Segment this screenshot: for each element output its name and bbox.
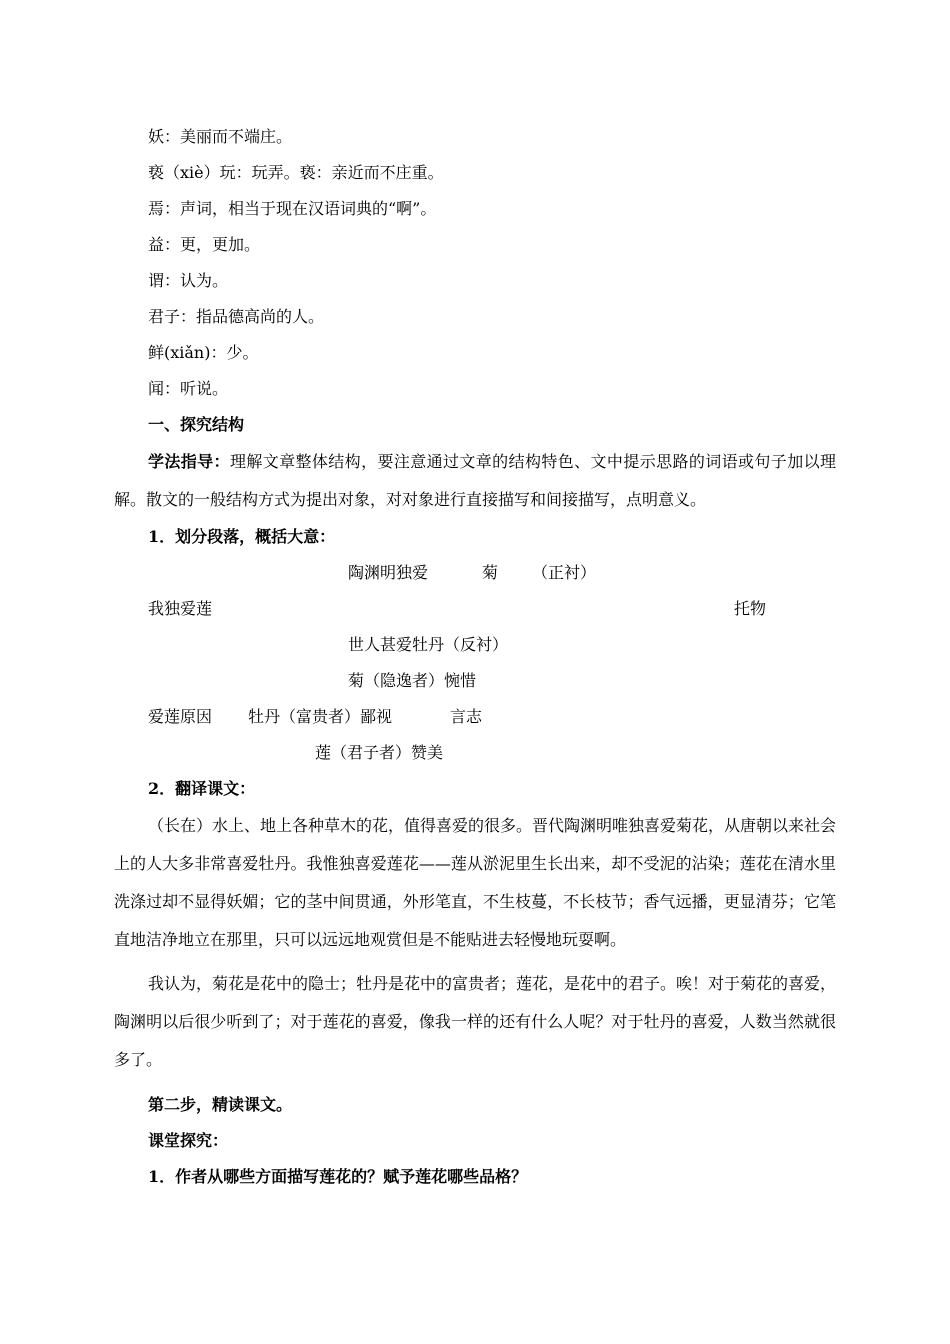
diagram-ai-lian-yuanyin: 爱莲原因 [148,707,213,726]
glossary-xian: 鲜(xiǎn)：少。 [148,343,259,362]
glossary-yao: 妖：美丽而不端庄。 [148,127,293,146]
method-text: 理解文章整体结构，要注意通过文章的结构特色、文中提示思路的词语或句子加以理解。散文的一般结构方式为提出对象，对对象进行直接描写和间接描写，点明意义。 [114,452,836,509]
glossary-yi: 益：更，更加。 [148,235,261,254]
question-divide-paragraphs: 1．划分段落，概括大意： [148,527,336,546]
translation-paragraph-2: 我认为，菊花是花中的隐士；牡丹是花中的富贵者；莲花，是花中的君子。唉！对于菊花的喜爱，陶渊明以后很少听到了；对于莲花的喜爱，像我一样的还有什么人呢？对于牡丹的喜爱，人数当然就很多了。 [114,974,837,1069]
question-translate: 2．翻译课文： [148,779,256,798]
diagram-tao-yuanming: 陶渊明独爱 [348,563,429,582]
method-guidance [114,443,836,519]
diagram-ju-yinyi: 菊（隐逸者）惋惜 [348,671,477,690]
diagram-zhengchen: （正衬） [532,563,597,582]
classroom-inquiry-label: 课堂探究： [148,1131,229,1150]
section-heading-close-reading: 第二步，精读课文。 [148,1095,293,1114]
diagram-lian-junzi: 莲（君子者）赞美 [315,743,444,762]
diagram-ju: 菊 [482,563,499,582]
diagram-tuowu: 托物 [734,599,767,618]
glossary-xiewan: 亵（xiè）玩：玩弄。亵：亲近而不庄重。 [148,163,444,182]
translation-paragraph-1: （长在）水上、地上各种草木的花，值得喜爱的很多。晋代陶渊明唯独喜爱菊花，从唐朝以来社会上的人大多非常喜爱牡丹。我惟独喜爱莲花——莲从淤泥里生长出来，却不受泥的沾染；莲花在清水里洗涤过却不显得妖媚；它的茎中间贯通，外形笔直，不生枝蔓，不长枝节；香气远播，更显清芬；它笔直地洁净地立在那里，只可以远远地观赏但是不能贴进去轻慢地玩耍啊。 [114,816,837,949]
glossary-wei: 谓：认为。 [148,271,229,290]
diagram-wo-du-ai-lian: 我独爱莲 [148,599,213,618]
diagram-yanzhi: 言志 [450,707,483,726]
glossary-wen: 闻：听说。 [148,379,229,398]
section-heading-structure: 一、探究结构 [148,415,245,434]
diagram-shiren-mudan: 世人甚爱牡丹（反衬） [348,635,509,654]
diagram-mudan-fugui: 牡丹（富贵者）鄙视 [248,707,393,726]
method-label: 学法指导： [148,452,230,471]
question-lotus-description: 1．作者从哪些方面描写莲花的？赋予莲花哪些品格？ [148,1167,528,1186]
glossary-junzi: 君子：指品德高尚的人。 [148,307,325,326]
glossary-yan: 焉：声词，相当于现在汉语词典的“啊”。 [148,199,437,218]
